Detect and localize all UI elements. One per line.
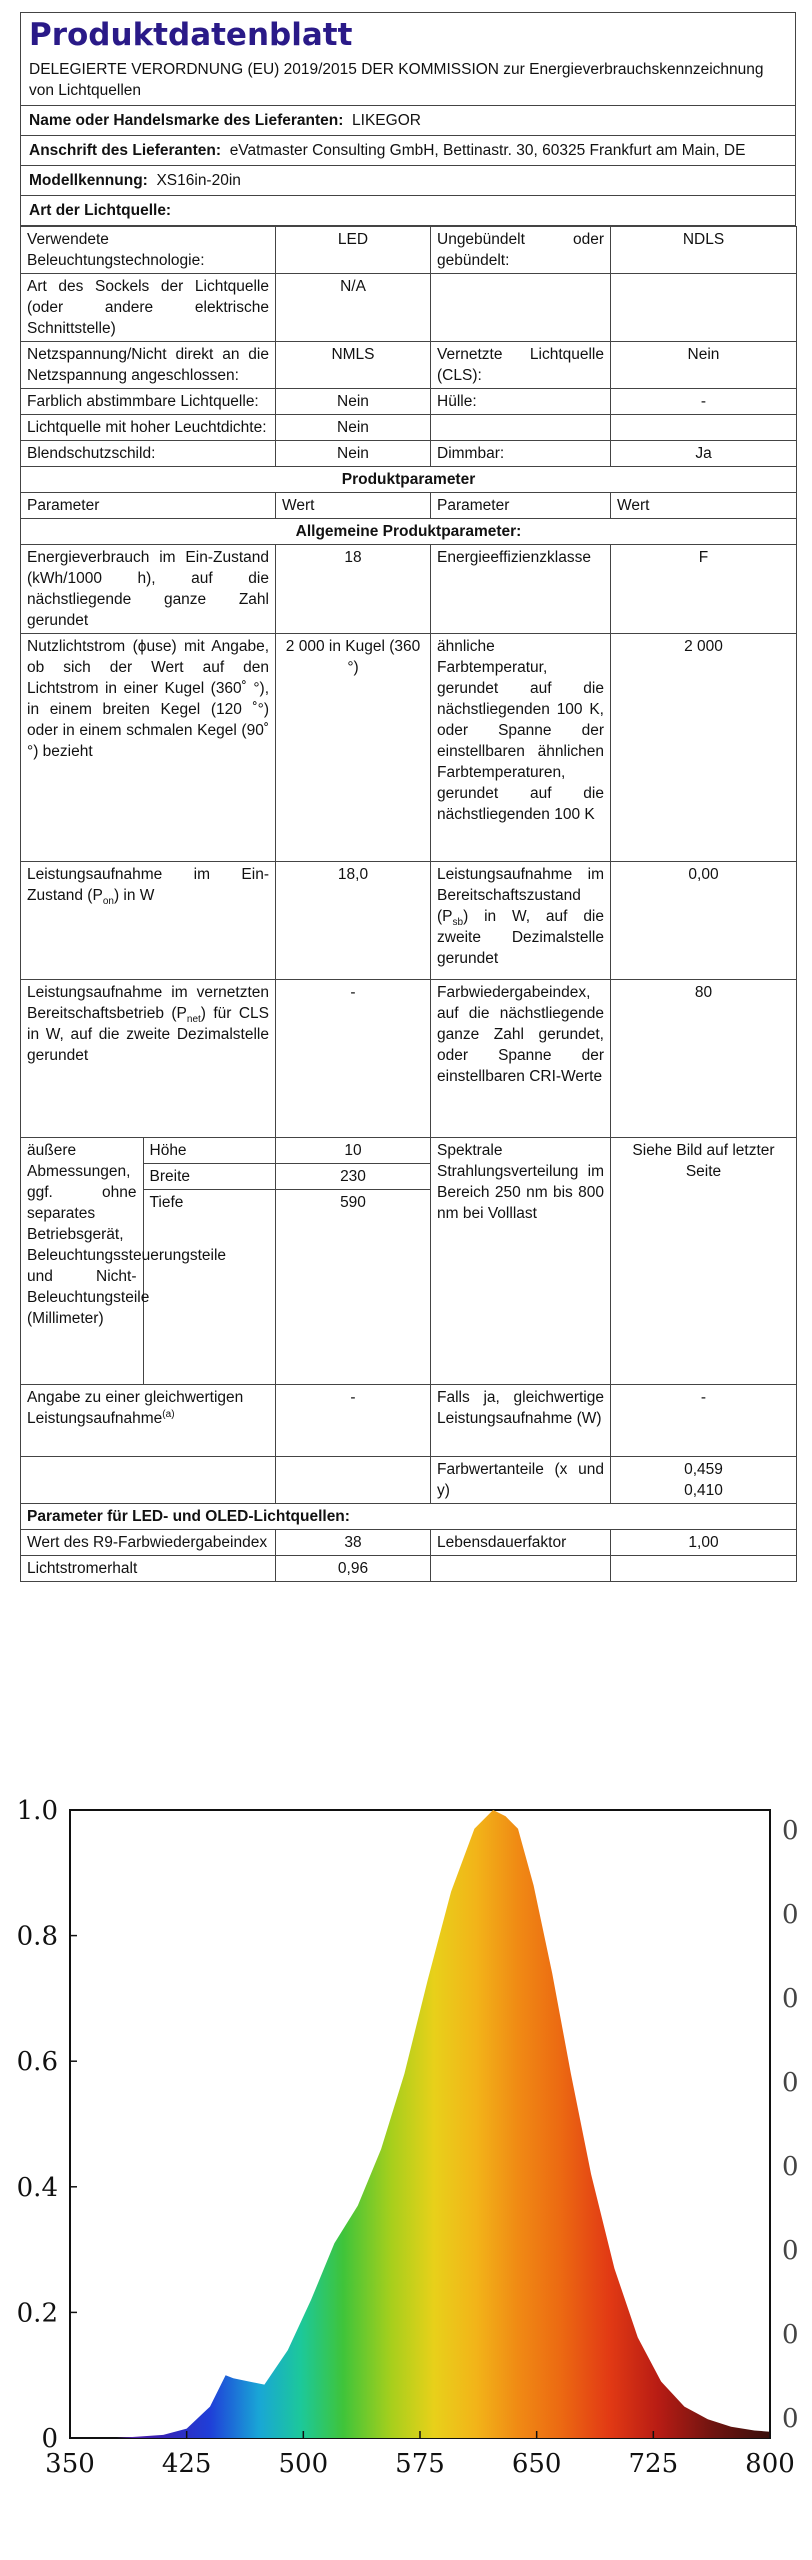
param-value: - bbox=[611, 1385, 797, 1457]
table-row bbox=[21, 1138, 797, 1385]
right-tick-label: 0 bbox=[782, 1984, 799, 2014]
column-header: Wert bbox=[611, 493, 797, 519]
param-label bbox=[21, 980, 276, 1138]
param-label: Nutzlichtstrom (ϕuse) mit Angabe, ob sich der Wert auf den Lichtstrom in einer Kugel (360˚ °), in einem breiten Kegel (120 ˚°) oder in einem schmalen Kegel (90˚ °) bezieht bbox=[21, 634, 276, 862]
table-row bbox=[21, 1530, 797, 1556]
table-row bbox=[21, 493, 797, 519]
param-value: 1,00 bbox=[611, 1530, 797, 1556]
param-value bbox=[611, 274, 797, 342]
dimensions-subtable bbox=[21, 1138, 275, 1384]
table-row bbox=[21, 1457, 797, 1504]
param-value bbox=[611, 1556, 797, 1582]
param-value: 18,0 bbox=[276, 862, 431, 980]
supplier-value: LIKEGOR bbox=[352, 112, 421, 129]
spectral-value: Siehe Bild auf letzter Seite bbox=[611, 1138, 797, 1385]
param-label: Energieverbrauch im Ein-Zustand (kWh/1000 h), auf die nächstliegende ganze Zahl gerundet bbox=[21, 545, 276, 634]
y-tick-label: 0.2 bbox=[16, 2298, 58, 2329]
param-label bbox=[431, 274, 611, 342]
table-row bbox=[21, 545, 797, 634]
depth-value: 590 bbox=[340, 1194, 366, 1211]
param-value: Nein bbox=[276, 415, 431, 441]
param-label: Verwendete Beleuchtungstechnologie: bbox=[21, 227, 276, 274]
height-label: Höhe bbox=[143, 1138, 275, 1164]
y-tick-label: 0.4 bbox=[16, 2172, 58, 2203]
label-part: Leistungsaufnahme im Ein-Zustand (P bbox=[27, 866, 269, 904]
x-tick-label: 800 bbox=[745, 2449, 795, 2479]
empty-cell bbox=[21, 1457, 276, 1504]
general-params-header: Allgemeine Produktparameter: bbox=[21, 519, 797, 545]
light-source-type-header bbox=[20, 196, 796, 226]
page-title: Produktdatenblatt bbox=[20, 12, 796, 55]
label-part: ) in W bbox=[113, 887, 155, 904]
param-label: Hülle: bbox=[431, 389, 611, 415]
param-label bbox=[431, 862, 611, 980]
param-label: Art des Sockels der Lichtquelle (oder andere elektrische Schnittstelle) bbox=[21, 274, 276, 342]
param-value: Ja bbox=[611, 441, 797, 467]
right-tick-label: 0 bbox=[782, 1816, 799, 1846]
param-label bbox=[431, 415, 611, 441]
param-value: Nein bbox=[611, 342, 797, 389]
x-tick-label: 350 bbox=[45, 2449, 95, 2479]
table-row bbox=[21, 441, 797, 467]
param-value: 2 000 in Kugel (360 °) bbox=[276, 634, 431, 862]
chroma-label: Farbwertanteile (x und y) bbox=[431, 1457, 611, 1504]
empty-cell bbox=[276, 1457, 431, 1504]
model-label: Modellkennung: bbox=[29, 172, 148, 189]
table-row bbox=[21, 227, 797, 274]
x-tick-label: 425 bbox=[161, 2449, 212, 2479]
depth-label: Tiefe bbox=[149, 1194, 184, 1211]
table-row bbox=[21, 519, 797, 545]
dimensions-values-cell bbox=[276, 1138, 431, 1385]
param-value: - bbox=[276, 980, 431, 1138]
label-part: Leistungsaufnahme im vernetzten Bereitschaftsbetrieb (P bbox=[27, 984, 269, 1022]
x-tick-label: 575 bbox=[395, 2449, 445, 2479]
dimensions-cell bbox=[21, 1138, 276, 1385]
table-row bbox=[21, 389, 797, 415]
param-value: Nein bbox=[276, 389, 431, 415]
column-header: Parameter bbox=[431, 493, 611, 519]
param-label: Wert des R9-Farbwiedergabeindex bbox=[21, 1530, 276, 1556]
param-value: - bbox=[276, 1385, 431, 1457]
chroma-x: 0,459 bbox=[684, 1461, 723, 1478]
table-row bbox=[21, 1504, 797, 1530]
address-value: eVatmaster Consulting GmbH, Bettinastr. 30, 60325 Frankfurt am Main, DE bbox=[229, 142, 746, 159]
right-tick-label: 0 bbox=[782, 2404, 799, 2434]
right-tick-label: 0 bbox=[782, 2320, 799, 2350]
right-tick-label: 0 bbox=[782, 1900, 799, 1930]
chroma-values bbox=[611, 1457, 797, 1504]
param-label: Ungebündelt oder gebündelt: bbox=[431, 227, 611, 274]
right-tick-label: 0 bbox=[782, 2236, 799, 2266]
x-tick-label: 500 bbox=[278, 2449, 329, 2479]
column-header: Wert bbox=[276, 493, 431, 519]
table-row bbox=[21, 467, 797, 493]
table-row bbox=[21, 1556, 797, 1582]
width-value: 230 bbox=[276, 1164, 430, 1190]
led-params-header: Parameter für LED- und OLED-Lichtquellen: bbox=[21, 1504, 797, 1530]
params-table bbox=[20, 226, 797, 1582]
spectrum-chart bbox=[0, 1790, 812, 2560]
param-value: 38 bbox=[276, 1530, 431, 1556]
param-value: - bbox=[611, 389, 797, 415]
footnote-marker: (a) bbox=[162, 1408, 175, 1420]
table-row bbox=[21, 1385, 797, 1457]
height-value: 10 bbox=[276, 1138, 430, 1164]
label-part: Angabe zu einer gleichwertigen Leistungsaufnahme bbox=[27, 1389, 244, 1427]
param-label bbox=[431, 1556, 611, 1582]
right-tick-label: 0 bbox=[782, 2152, 799, 2182]
right-tick-label: 0 bbox=[782, 2068, 799, 2098]
param-value bbox=[611, 415, 797, 441]
param-label: Farbwiedergabeindex, auf die nächstliegende ganze Zahl gerundet, oder Spanne der einstellbaren CRI-Werte bbox=[431, 980, 611, 1138]
y-tick-label: 1.0 bbox=[16, 1796, 58, 1826]
address-label: Anschrift des Lieferanten: bbox=[29, 142, 222, 159]
datasheet bbox=[20, 12, 796, 1582]
x-tick-label: 725 bbox=[628, 2449, 679, 2479]
dimensions-label: äußere Abmessungen, ggf. ohne separates Betriebsgerät, Beleuchtungssteuerungsteile und Nicht-Beleuchtungsteile (Millimeter) bbox=[21, 1138, 143, 1384]
param-value: F bbox=[611, 545, 797, 634]
param-value: LED bbox=[276, 227, 431, 274]
param-label: Vernetzte Lichtquelle (CLS): bbox=[431, 342, 611, 389]
spectral-label: Spektrale Strahlungsverteilung im Bereich 250 nm bis 800 nm bei Volllast bbox=[431, 1138, 611, 1385]
table-row bbox=[21, 634, 797, 862]
model-value: XS16in-20in bbox=[156, 172, 241, 189]
chroma-y: 0,410 bbox=[684, 1482, 723, 1499]
table-row bbox=[21, 274, 797, 342]
param-value: 18 bbox=[276, 545, 431, 634]
param-value: NDLS bbox=[611, 227, 797, 274]
label-part: ) in W, auf die zweite Dezimalstelle gerundet bbox=[437, 908, 604, 967]
param-label bbox=[21, 862, 276, 980]
label-subscript: sb bbox=[452, 917, 464, 929]
table-row bbox=[21, 342, 797, 389]
param-label: Lichtstromerhalt bbox=[21, 1556, 276, 1582]
param-value: Nein bbox=[276, 441, 431, 467]
regulation-text: DELEGIERTE VERORDNUNG (EU) 2019/2015 DER KOMMISSION zur Energieverbrauchskennzeichnung von Lichtquellen bbox=[20, 55, 796, 106]
param-label: Falls ja, gleichwertige Leistungsaufnahme (W) bbox=[431, 1385, 611, 1457]
param-value: 2 000 bbox=[611, 634, 797, 862]
param-label: Netzspannung/Nicht direkt an die Netzspannung angeschlossen: bbox=[21, 342, 276, 389]
param-value: 0,96 bbox=[276, 1556, 431, 1582]
label-subscript: on bbox=[102, 896, 114, 908]
address-row bbox=[20, 136, 796, 166]
y-tick-label: 0 bbox=[41, 2424, 58, 2454]
param-label: Farblich abstimmbare Lichtquelle: bbox=[21, 389, 276, 415]
y-tick-label: 0.8 bbox=[16, 1921, 58, 1952]
label-part: ) für CLS in W, auf die zweite Dezimalstelle gerundet bbox=[27, 1005, 269, 1064]
model-row bbox=[20, 166, 796, 196]
width-label: Breite bbox=[143, 1164, 275, 1190]
table-row bbox=[21, 980, 797, 1138]
param-label: Lichtquelle mit hoher Leuchtdichte: bbox=[21, 415, 276, 441]
param-value: 0,00 bbox=[611, 862, 797, 980]
param-value: N/A bbox=[276, 274, 431, 342]
label-part: Leistungsaufnahme im Bereitschaftszustand (P bbox=[437, 866, 604, 925]
param-value: 80 bbox=[611, 980, 797, 1138]
param-label: Dimmbar: bbox=[431, 441, 611, 467]
param-label: Energieeffizienzklasse bbox=[431, 545, 611, 634]
light-source-type-label: Art der Lichtquelle: bbox=[29, 202, 172, 219]
param-label: Blendschutzschild: bbox=[21, 441, 276, 467]
table-row bbox=[21, 862, 797, 980]
param-label: Lebensdauerfaktor bbox=[431, 1530, 611, 1556]
product-params-header: Produktparameter bbox=[21, 467, 797, 493]
supplier-label: Name oder Handelsmarke des Lieferanten: bbox=[29, 112, 344, 129]
param-label: ähnliche Farbtemperatur, gerundet auf die nächstliegenden 100 K, oder Spanne der einstellbaren ähnlichen Farbtemperaturen, gerundet auf die nächstliegenden 100 K bbox=[431, 634, 611, 862]
supplier-row bbox=[20, 106, 796, 136]
param-value: NMLS bbox=[276, 342, 431, 389]
equivalent-label bbox=[21, 1385, 276, 1457]
column-header: Parameter bbox=[21, 493, 276, 519]
label-subscript: net bbox=[186, 1014, 201, 1026]
table-row bbox=[21, 415, 797, 441]
x-tick-label: 650 bbox=[511, 2449, 562, 2479]
y-tick-label: 0.6 bbox=[16, 2047, 58, 2078]
